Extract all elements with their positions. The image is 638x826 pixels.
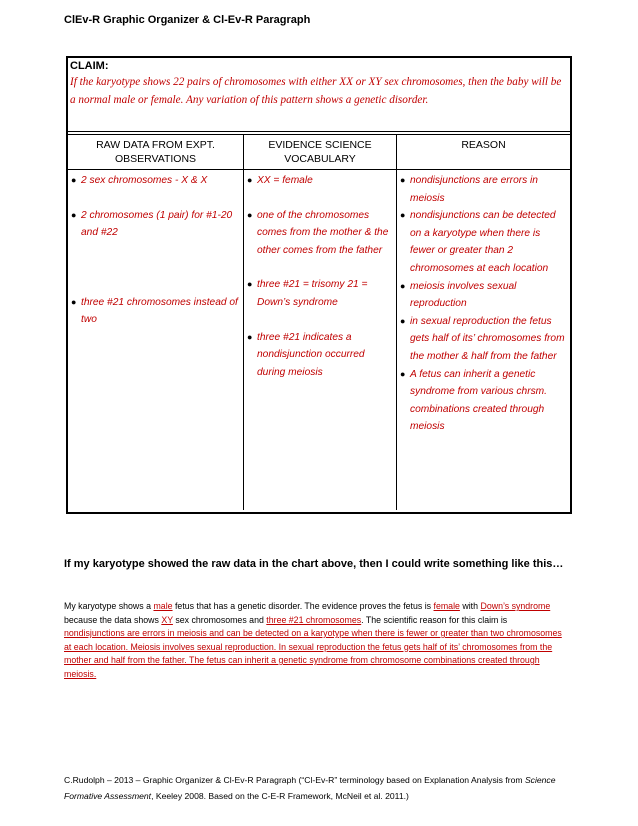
list-item: ● 2 chromosomes (1 pair) for #1-20 and #22 [71, 207, 240, 242]
list-item: ● A fetus can inherit a genetic syndrome from various chrsm. combinations created through meiosis [400, 366, 567, 436]
bullet-icon: ● [71, 175, 77, 185]
highlight-reasoning: nondisjunctions are errors in meiosis and can be detected on a karyotype when there is fewer or greater than two chromosomes at each location. Meiosis involves sexual reproduction. In sexual reproduction the fetus gets half of its’ chromosomes from the mother and half from the father. The fetus can inherit a genetic syndrome from chromosome combinations created through meiosis. [64, 628, 562, 679]
list-item: ● three #21 indicates a nondisjunction occurred during meiosis [247, 329, 393, 382]
bullet-icon: ● [71, 209, 77, 220]
list-item: ● one of the chromosomes comes from the mother & the other comes from the father [247, 207, 393, 260]
evidence-column [243, 170, 396, 510]
list-item: ● 2 sex chromosomes - X & X [71, 172, 240, 190]
bullet-icon: ● [400, 368, 406, 379]
highlight-xy: XY [161, 614, 173, 625]
claim-box [68, 58, 570, 132]
highlight-downs-syndrome: Down’s syndrome [480, 601, 551, 611]
bullet-icon: ● [247, 175, 253, 185]
highlight-three-21: three #21 chromosomes [266, 614, 362, 625]
footer-citation: C.Rudolph – 2013 – Graphic Organizer & Cl-Ev-R Paragraph (“Cl-Ev-R” terminology based on Explanation Analysis from Science Formative Assessment, Keeley 2008. Based on the C-E-R Framework, McNeil et al. 2011.) [64, 775, 556, 801]
table-header-row [68, 134, 570, 170]
reason-column [396, 170, 570, 510]
bullet-icon: ● [247, 331, 253, 342]
bullet-icon: ● [400, 280, 406, 291]
claim-text: If the karyotype shows 22 pairs of chromosomes with either XX or XY sex chromosomes, then the baby will be a normal male or female. Any variation of this pattern shows a genetic disorder. [70, 76, 562, 106]
list-item: ● three #21 = trisomy 21 = Down’s syndrome [247, 276, 393, 311]
bullet-icon: ● [247, 279, 253, 290]
highlight-male: male [153, 601, 173, 611]
header-evidence: EVIDENCE SCIENCE VOCABULARY [243, 135, 396, 169]
list-item: ● XX = female [247, 172, 393, 190]
list-item: ● three #21 chromosomes instead of two [71, 294, 240, 329]
list-item: ● nondisjunctions can be detected on a karyotype when there is fewer or greater than 2 chromosomes at each location [400, 207, 567, 277]
bullet-icon: ● [247, 209, 253, 220]
table-body-row [68, 170, 570, 510]
raw-data-column [68, 170, 243, 510]
page-title: ClEv-R Graphic Organizer & Cl-Ev-R Paragraph [64, 14, 311, 26]
list-item: ● nondisjunctions are errors in meiosis [400, 172, 567, 207]
header-reason: REASON [396, 135, 570, 169]
bullet-icon: ● [400, 175, 406, 185]
paragraph-heading: If my karyotype showed the raw data in the chart above, then I could write something like this… [64, 558, 564, 570]
book-title: Science Formative Assessment [64, 775, 556, 801]
graphic-organizer-table [66, 56, 572, 514]
highlight-female: female [433, 601, 460, 611]
bullet-icon: ● [400, 315, 406, 326]
example-paragraph: My karyotype shows a male fetus that has a genetic disorder. The evidence proves the fetus is female with Down’s syndrome because the data shows XY sex chromosomes and three #21 chromosomes. The scientific reason for this claim is nondisjunctions are errors in meiosis and can be detected on a karyotype when there is fewer or greater than two chromosomes at each location. Meiosis involves sexual reproduction. In sexual reproduction the fetus gets half of its’ chromosomes from the mother and half from the father. The fetus can inherit a genetic syndrome from chromosome combinations created through meiosis. [64, 601, 562, 679]
bullet-icon: ● [71, 296, 77, 307]
header-raw-data: RAW DATA FROM EXPT. OBSERVATIONS [96, 139, 215, 165]
bullet-icon: ● [400, 210, 406, 221]
list-item: ● in sexual reproduction the fetus gets half of its’ chromosomes from the mother & half from the father [400, 313, 567, 366]
list-item: ● meiosis involves sexual reproduction [400, 278, 567, 313]
claim-label: CLAIM: [70, 60, 109, 72]
